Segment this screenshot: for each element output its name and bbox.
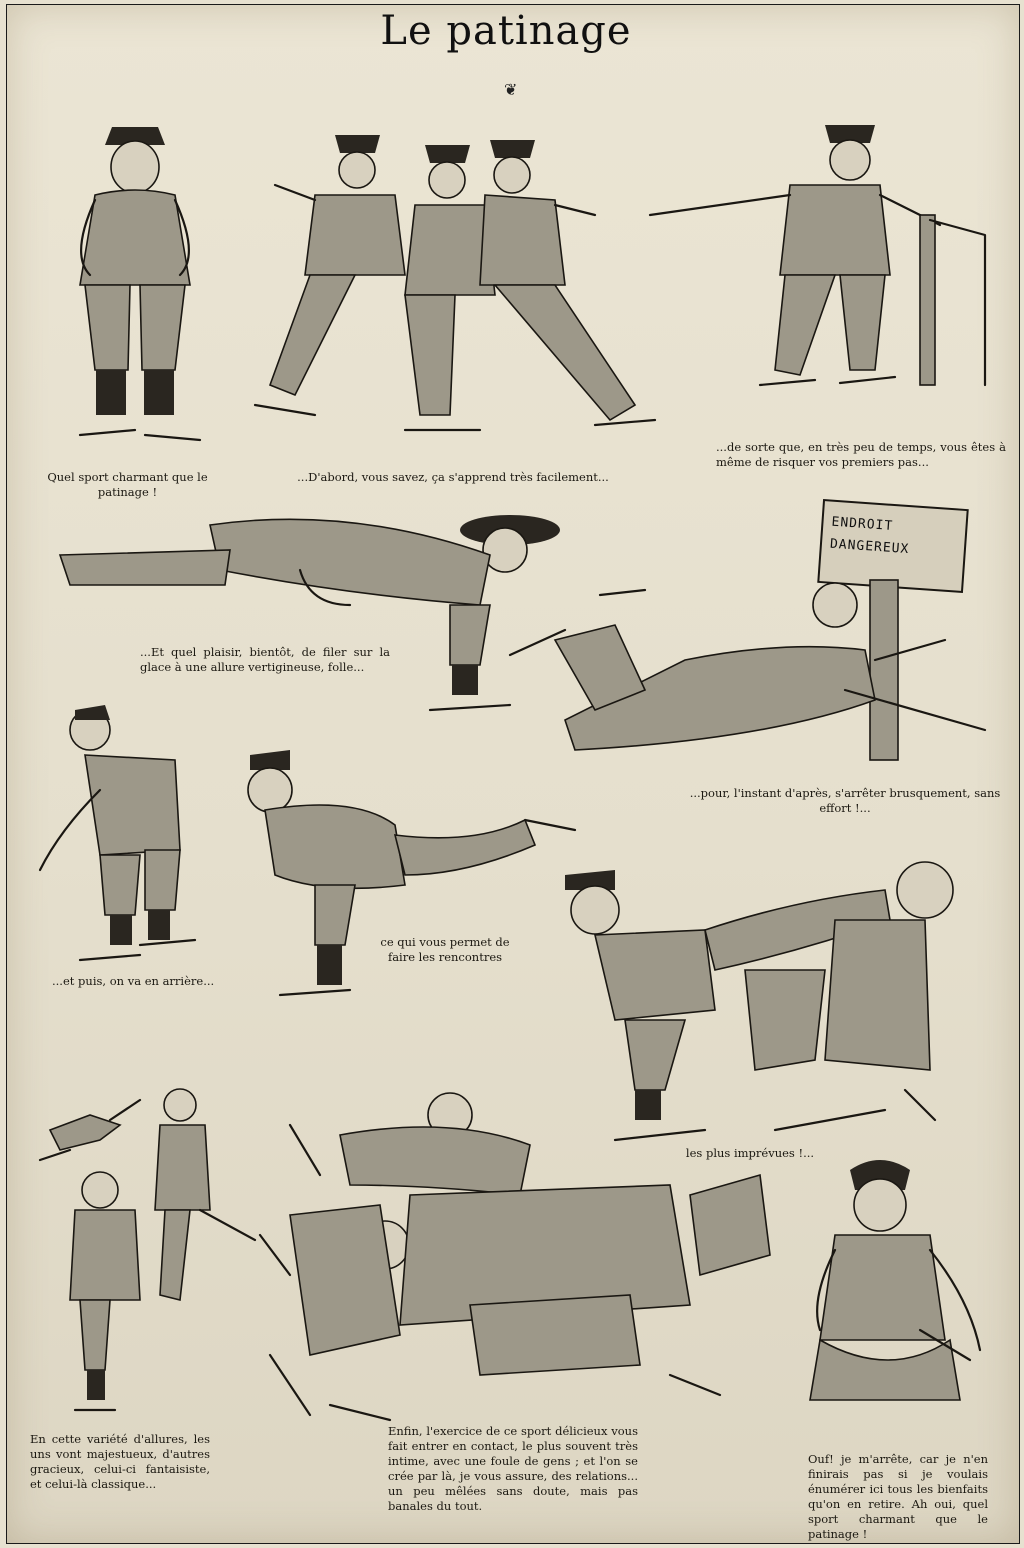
page-title: Le patinage <box>380 8 632 54</box>
sign-line-1: ENDROIT <box>830 514 894 534</box>
caption-1: Quel sport charmant que le patinage ! <box>47 470 208 499</box>
fleuron-ornament: ❦ <box>504 80 518 99</box>
illustration-pile-up <box>250 1075 790 1445</box>
caption-7: ce qui vous permet de faire les rencontres <box>380 935 510 964</box>
caption-2: ...D'abord, vous savez, ça s'apprend très facilement... <box>297 470 609 484</box>
illustration-standing-skater <box>50 115 220 465</box>
caption-11: Ouf! je m'arrête, car je n'en finirais pas si je voulais énumérer ici tous les bienfaits qu'on en retire. Ah oui, quel sport charmant que le patinage ! <box>808 1452 988 1541</box>
caption-5: ...pour, l'instant d'après, s'arrêter brusquement, sans effort !... <box>689 786 1001 815</box>
sign-text <box>829 512 911 561</box>
illustration-three-beginners <box>255 125 665 455</box>
caption-8: les plus imprévues !... <box>685 1146 815 1160</box>
illustration-speed-skater <box>50 495 570 725</box>
caption-3: ...de sorte que, en très peu de temps, vous êtes à même de risquer vos premiers pas... <box>716 440 1006 469</box>
illustration-skating-backwards <box>30 700 230 970</box>
caption-4: ...Et quel plaisir, bientôt, de filer sur la glace à une allure vertigineuse, folle... <box>140 645 390 674</box>
sign-line-2: DANGEREUX <box>829 536 910 558</box>
illustration-seated-battered-man <box>800 1150 1000 1430</box>
illustration-leaning-skater <box>235 745 585 1005</box>
illustration-variety-of-skaters <box>30 1080 280 1420</box>
caption-6: ...et puis, on va en arrière... <box>52 974 215 988</box>
illustration-man-at-rail <box>640 115 1000 405</box>
caption-10: Enfin, l'exercice de ce sport délicieux vous fait entrer en contact, le plus souvent très intime, avec une foule de gens ; et l'on se crée par là, je vous assure, des relations... un peu mêlées sans doute, mais pas banales du tout. <box>388 1424 638 1513</box>
caption-9: En cette variété d'allures, les uns vont majestueux, d'autres gracieux, celui-ci fantaisiste, et celui-là classique... <box>30 1432 210 1491</box>
